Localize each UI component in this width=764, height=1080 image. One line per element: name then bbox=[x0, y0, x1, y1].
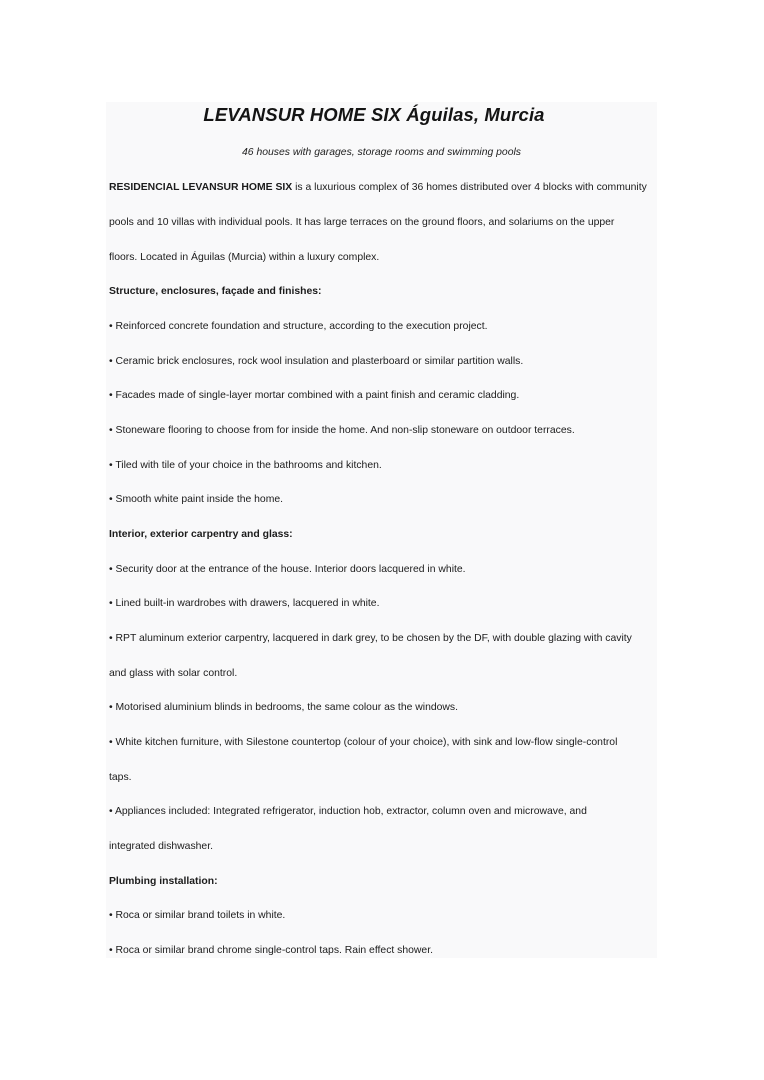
intro-line: pools and 10 villas with individual pools. It has large terraces on the ground floors, and solariums on the upper bbox=[109, 217, 615, 228]
bullet-item: • Roca or similar brand chrome single-control taps. Rain effect shower. bbox=[109, 945, 433, 956]
bullet-item: • Reinforced concrete foundation and structure, according to the execution project. bbox=[109, 321, 488, 332]
bullet-item: • White kitchen furniture, with Silestone countertop (colour of your choice), with sink and low-flow single-control bbox=[109, 737, 618, 748]
bullet-continuation: taps. bbox=[109, 772, 132, 783]
bullet-item: • Lined built-in wardrobes with drawers, lacquered in white. bbox=[109, 598, 380, 609]
intro-line-rest: is a luxurious complex of 36 homes distributed over 4 blocks with community bbox=[292, 182, 647, 193]
bullet-item: • Ceramic brick enclosures, rock wool insulation and plasterboard or similar partition walls. bbox=[109, 356, 524, 367]
intro-line bbox=[109, 181, 647, 195]
section-heading-structure: Structure, enclosures, façade and finishes: bbox=[109, 286, 322, 297]
bullet-item: • Facades made of single-layer mortar combined with a paint finish and ceramic cladding. bbox=[109, 390, 520, 401]
bullet-item: • Security door at the entrance of the house. Interior doors lacquered in white. bbox=[109, 564, 466, 575]
bullet-item: • Smooth white paint inside the home. bbox=[109, 494, 284, 505]
bullet-item: • Appliances included: Integrated refrigerator, induction hob, extractor, column oven and microwave, and bbox=[109, 806, 587, 817]
intro-line: floors. Located in Águilas (Murcia) within a luxury complex. bbox=[109, 252, 380, 263]
bullet-item: • Roca or similar brand toilets in white. bbox=[109, 910, 286, 921]
section-heading-carpentry: Interior, exterior carpentry and glass: bbox=[109, 529, 293, 540]
section-heading-plumbing: Plumbing installation: bbox=[109, 876, 218, 887]
bullet-item: • RPT aluminum exterior carpentry, lacquered in dark grey, to be chosen by the DF, with double glazing with cavity bbox=[109, 633, 632, 644]
document-subtitle: 46 houses with garages, storage rooms and swimming pools bbox=[242, 147, 521, 158]
bullet-continuation: integrated dishwasher. bbox=[109, 841, 213, 852]
intro-bold-lead: RESIDENCIAL LEVANSUR HOME SIX bbox=[109, 182, 293, 193]
bullet-item: • Motorised aluminium blinds in bedrooms, the same colour as the windows. bbox=[109, 702, 458, 713]
bullet-item: • Stoneware flooring to choose from for inside the home. And non-slip stoneware on outdoor terraces. bbox=[109, 425, 575, 436]
bullet-item: • Tiled with tile of your choice in the bathrooms and kitchen. bbox=[109, 460, 382, 471]
document-title: LEVANSUR HOME SIX Águilas, Murcia bbox=[203, 104, 545, 125]
bullet-continuation: and glass with solar control. bbox=[109, 668, 238, 679]
